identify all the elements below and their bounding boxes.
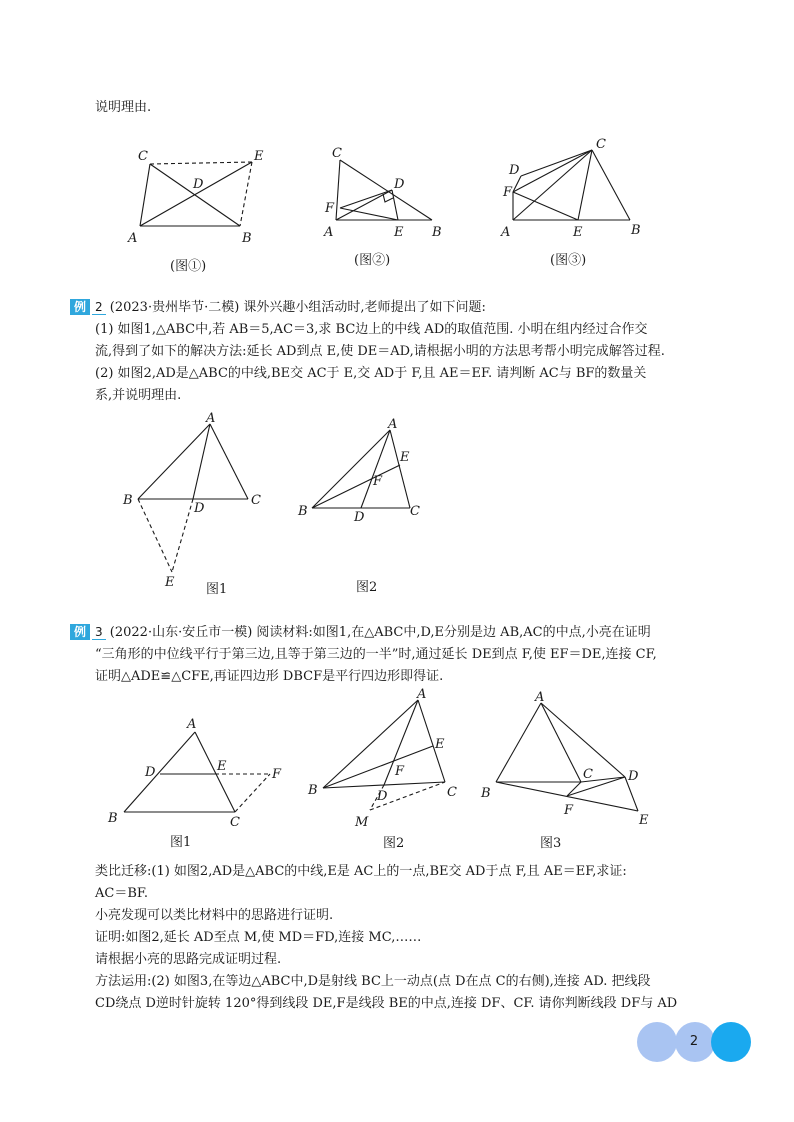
figure-caption: 图1 — [206, 582, 228, 597]
label-D: D — [193, 177, 204, 192]
figure-caption: (图①) — [170, 259, 207, 274]
label-F: F — [373, 474, 383, 489]
example-tag: 例 — [70, 624, 90, 640]
example-3-line: 证明△ADE≌△CFE,再证四边形 DBCF是平行四边形即得证. — [95, 669, 444, 684]
label-A: A — [324, 225, 334, 240]
example-3-text: 小亮发现可以类比材料中的思路进行证明. — [95, 908, 334, 923]
label-A: A — [535, 690, 545, 705]
example-3-heading — [70, 622, 750, 643]
example-number: 2 — [92, 300, 106, 315]
label-A: A — [187, 717, 197, 732]
label-B: B — [631, 223, 641, 238]
label-E: E — [639, 813, 649, 828]
label-M: M — [355, 815, 369, 830]
figure-caption: (图③) — [550, 253, 587, 268]
example-2-line: 系,并说明理由. — [95, 388, 182, 403]
example-3-figure-1 — [100, 712, 300, 852]
example-3-figure-3 — [478, 685, 668, 855]
label-C: C — [230, 815, 240, 830]
label-E: E — [573, 225, 583, 240]
label-D: D — [194, 501, 205, 516]
label-C: C — [138, 149, 148, 164]
label-B: B — [432, 225, 442, 240]
page-number: 2 — [689, 1034, 699, 1049]
example-3-text: 方法运用:(2) 如图3,在等边△ABC中,D是射线 BC上一动点(点 D在点 C的右侧),连接 AD. 把线段 — [95, 974, 651, 989]
label-E: E — [254, 149, 264, 164]
label-D: D — [377, 789, 388, 804]
label-F: F — [395, 764, 405, 779]
page-circle-dark — [711, 1022, 751, 1062]
example-2-figure-2 — [290, 415, 440, 595]
figure-caption: 图2 — [356, 580, 378, 595]
example-tag: 例 — [70, 299, 90, 315]
label-A: A — [128, 231, 138, 246]
label-D: D — [394, 177, 405, 192]
example-3-text: AC＝BF. — [95, 886, 149, 901]
label-C: C — [410, 504, 420, 519]
example-2-figure-1 — [118, 412, 268, 597]
label-E: E — [165, 575, 175, 590]
figure-top-1 — [120, 140, 270, 280]
label-D: D — [145, 765, 156, 780]
figure-top-2 — [320, 140, 450, 280]
label-E: E — [394, 225, 404, 240]
label-A: A — [388, 417, 398, 432]
example-3-line: “三角形的中位线平行于第三边,且等于第三边的一半”时,通过延长 DE到点 F,使 EF＝DE,连接 CF, — [95, 647, 657, 662]
figure-caption: 图2 — [383, 836, 405, 851]
example-2-line: 流,得到了如下的解决方法:延长 AD到点 E,使 DE＝AD,请根据小明的方法思考帮小明完成解答过程. — [95, 344, 665, 359]
example-3-text: 证明:如图2,延长 AD至点 M,使 MD＝FD,连接 MC,…… — [95, 930, 422, 945]
label-C: C — [596, 137, 606, 152]
label-B: B — [108, 811, 118, 826]
label-D: D — [354, 510, 365, 525]
page-circle-light — [637, 1022, 677, 1062]
example-2-line: (2) 如图2,AD是△ABC的中线,BE交 AC于 E,交 AD于 F,且 AE＝EF. 请判断 AC与 BF的数量关 — [95, 366, 647, 381]
intro-text: 说明理由. — [95, 100, 152, 115]
label-F: F — [325, 201, 335, 216]
label-C: C — [447, 785, 457, 800]
example-2-line: (1) 如图1,△ABC中,若 AB＝5,AC＝3,求 BC边上的中线 AD的取值范围. 小明在组内经过合作交 — [95, 322, 648, 337]
label-A: A — [501, 225, 511, 240]
example-3-text: CD绕点 D逆时针旋转 120°得到线段 DE,F是线段 BE的中点,连接 DF、CF. 请你判断线段 DF与 AD — [95, 996, 678, 1011]
example-2-heading — [70, 297, 750, 318]
figure-caption: (图②) — [354, 253, 391, 268]
label-D: D — [628, 769, 639, 784]
label-C: C — [251, 493, 261, 508]
label-C: C — [583, 767, 593, 782]
label-F: F — [503, 185, 513, 200]
label-E: E — [435, 737, 445, 752]
label-C: C — [332, 146, 342, 161]
label-F: F — [272, 767, 282, 782]
label-F: F — [564, 803, 574, 818]
label-E: E — [400, 450, 410, 465]
figure-caption: 图3 — [540, 836, 562, 851]
label-B: B — [481, 786, 491, 801]
figure-caption: 图1 — [170, 835, 192, 850]
label-B: B — [123, 493, 133, 508]
label-B: B — [242, 231, 252, 246]
label-B: B — [298, 504, 308, 519]
figure-top-3 — [495, 130, 655, 280]
label-A: A — [417, 687, 427, 702]
example-number: 3 — [92, 625, 106, 640]
label-B: B — [308, 783, 318, 798]
label-D: D — [509, 163, 520, 178]
label-E: E — [217, 759, 227, 774]
example-3-text: 请根据小亮的思路完成证明过程. — [95, 952, 282, 967]
example-2-line: (2023·贵州毕节·二模) 课外兴趣小组活动时,老师提出了如下问题: — [109, 300, 486, 315]
label-A: A — [206, 411, 216, 426]
example-3-text: 类比迁移:(1) 如图2,AD是△ABC的中线,E是 AC上的一点,BE交 AD于点 F,且 AE＝EF,求证: — [95, 864, 627, 879]
example-3-line: (2022·山东·安丘市一模) 阅读材料:如图1,在△ABC中,D,E分别是边 AB,AC的中点,小亮在证明 — [109, 625, 651, 640]
example-3-figure-2 — [305, 688, 475, 853]
